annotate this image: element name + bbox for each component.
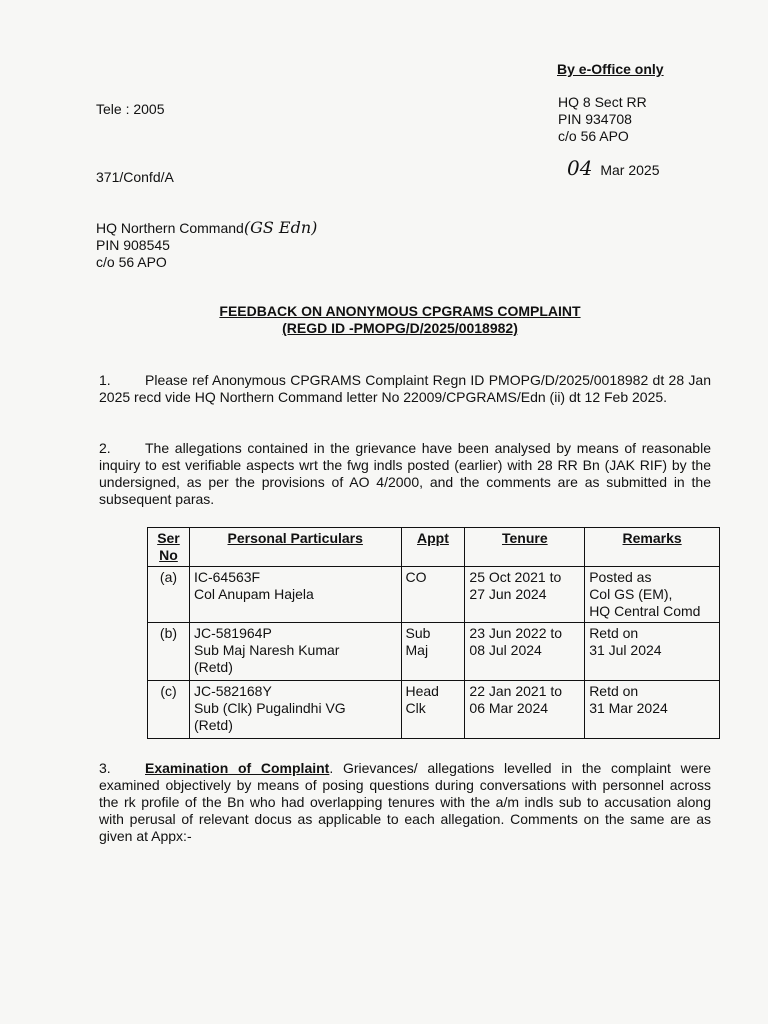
paragraph-number: 2. — [99, 440, 111, 456]
date-month-year: Mar 2025 — [600, 162, 660, 178]
cell-tenure — [465, 681, 585, 739]
cell-line: Col Anupam Hajela — [193, 586, 314, 602]
col-header-appt: Appt — [401, 528, 465, 567]
cell-particulars — [189, 681, 401, 739]
paragraph-heading: Examination of Complaint — [145, 760, 330, 776]
paragraph-text: Please ref Anonymous CPGRAMS Complaint Regn ID PMOPG/D/2025/0018982 dt 28 Jan 2025 recd vide HQ Northern Command letter No 22009/CPGRAMS/Edn (ii) dt 12 Feb 2025. — [99, 372, 711, 405]
cell-remarks — [585, 623, 720, 681]
subject-line: (REGD ID -PMOPG/D/2025/0018982) — [282, 320, 518, 336]
cell-line: 31 Mar 2024 — [589, 700, 668, 716]
cell-line: Posted as — [589, 569, 652, 585]
telephone: Tele : 2005 — [96, 101, 165, 117]
cell-line: Col GS (EM), — [589, 586, 673, 602]
cell-line: (Retd) — [193, 659, 233, 675]
cell-line: CO — [405, 569, 427, 585]
cell-line: 23 Jun 2022 to — [469, 625, 563, 641]
cell-line: JC-582168Y — [193, 683, 272, 699]
paragraph-3 — [99, 760, 711, 845]
addressee-line: c/o 56 APO — [96, 254, 167, 270]
cell-remarks — [585, 567, 720, 623]
paragraph-1 — [99, 372, 711, 406]
delivery-mode: By e-Office only — [557, 61, 664, 77]
sender-line: HQ 8 Sect RR — [558, 94, 647, 110]
cell-line: 27 Jun 2024 — [469, 586, 547, 602]
cell-line: Sub — [405, 625, 431, 641]
cell-line: 22 Jan 2021 to — [469, 683, 563, 699]
addressee-line: PIN 908545 — [96, 237, 170, 253]
handwritten-addressee: (GS Edn) — [243, 218, 318, 237]
cell-line: Retd on — [589, 683, 639, 699]
handwritten-day: 04 — [567, 156, 593, 180]
cell-line: IC-64563F — [193, 569, 261, 585]
col-header-remarks: Remarks — [585, 528, 720, 567]
subject-line: FEEDBACK ON ANONYMOUS CPGRAMS COMPLAINT — [219, 303, 581, 319]
cell-appt — [401, 567, 465, 623]
col-header-particulars: Personal Particulars — [189, 528, 401, 567]
cell-line: Clk — [405, 700, 426, 716]
addressee-block — [96, 219, 317, 271]
cell-line: 25 Oct 2021 to — [469, 569, 562, 585]
cell-ser: (c) — [148, 681, 190, 739]
file-reference: 371/Confd/A — [96, 169, 174, 185]
cell-line: Sub Maj Naresh Kumar — [193, 642, 340, 658]
subject-heading — [150, 303, 650, 337]
cell-ser: (b) — [148, 623, 190, 681]
cell-line: 31 Jul 2024 — [589, 642, 662, 658]
cell-remarks — [585, 681, 720, 739]
paragraph-text: The allegations contained in the grievance have been analysed by means of reasonable inquiry to est verifiable aspects wrt the fwg indls posted (earlier) with 28 RR Bn (JAK RIF) by the undersigned, as per the provisions of AO 4/2000, and the comments are as submitted in the subsequent paras. — [99, 440, 711, 507]
paragraph-text: . Grievances/ allegations levelled in the complaint were examined objectively by means of posing questions during conversations with personnel across the rk profile of the Bn who had overlapping tenures with the a/m indls sub to accusation along with perusal of relevant docus as applicable to each allegation. Comments on the same are as given at Appx:- — [99, 760, 711, 844]
cell-line: Head — [405, 683, 439, 699]
cell-line: 08 Jul 2024 — [469, 642, 542, 658]
cell-ser: (a) — [148, 567, 190, 623]
table-header-row — [148, 528, 720, 567]
cell-line: Sub (Clk) Pugalindhi VG — [193, 700, 346, 716]
cell-line: (Retd) — [193, 717, 233, 733]
paragraph-number: 3. — [99, 760, 111, 776]
col-header-ser: Ser No — [148, 528, 190, 567]
cell-tenure — [465, 623, 585, 681]
personnel-table — [147, 527, 720, 739]
cell-particulars — [189, 567, 401, 623]
table-row — [148, 623, 720, 681]
cell-line: Maj — [405, 642, 429, 658]
addressee-line: HQ Northern Command — [96, 220, 244, 236]
paragraph-2 — [99, 440, 711, 508]
sender-line: PIN 934708 — [558, 111, 632, 127]
sender-line: c/o 56 APO — [558, 128, 629, 144]
cell-particulars — [189, 623, 401, 681]
paragraph-number: 1. — [99, 372, 111, 388]
table-row — [148, 567, 720, 623]
table-row — [148, 681, 720, 739]
col-header-tenure: Tenure — [465, 528, 585, 567]
cell-line: Retd on — [589, 625, 639, 641]
cell-appt — [401, 681, 465, 739]
cell-appt — [401, 623, 465, 681]
cell-line: JC-581964P — [193, 625, 272, 641]
letter-date — [567, 156, 660, 180]
sender-address — [558, 94, 647, 145]
cell-line: 06 Mar 2024 — [469, 700, 549, 716]
cell-line: HQ Central Comd — [589, 603, 701, 619]
cell-tenure — [465, 567, 585, 623]
